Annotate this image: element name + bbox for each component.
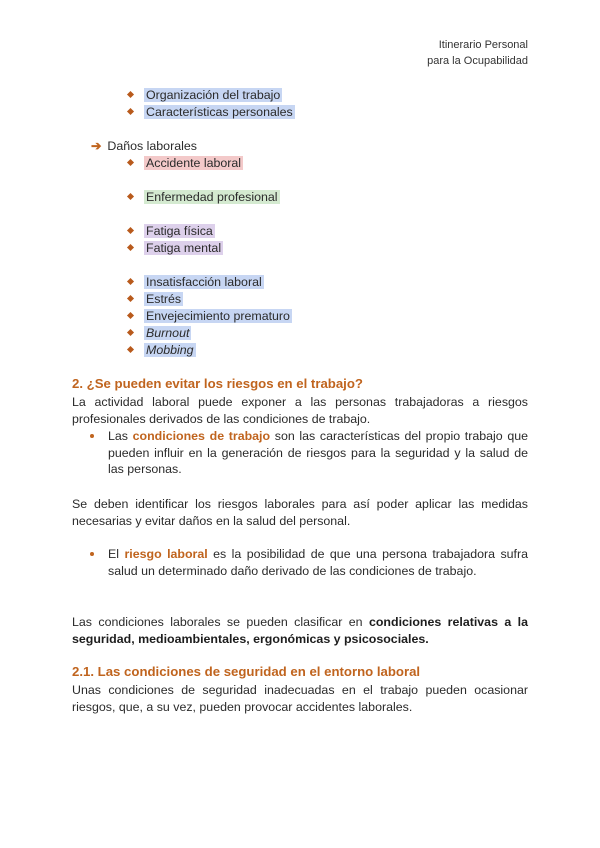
header-line-1: Itinerario Personal — [438, 39, 528, 51]
diamond-bullet-icon — [127, 91, 134, 98]
section-2-1-text: Unas condiciones de seguridad inadecuadas en el trabajo pueden ocasionar riesgos, que, a su vez, pueden provocar accidentes laborales. — [72, 683, 528, 714]
section-2-title: 2. ¿Se pueden evitar los riesgos en el trabajo? — [72, 376, 363, 391]
list-item: Estrés — [128, 292, 183, 307]
list-item: Envejecimiento prematuro — [128, 309, 292, 324]
diamond-bullet-icon — [127, 346, 134, 353]
diamond-bullet-icon — [127, 295, 134, 302]
diamond-bullet-icon — [127, 159, 134, 166]
page-header — [427, 37, 528, 69]
list-item: Fatiga física — [128, 224, 215, 239]
list-item: Accidente laboral — [128, 156, 243, 171]
diamond-bullet-icon — [127, 329, 134, 336]
section-2-1-title: 2.1. Las condiciones de seguridad en el entorno laboral — [72, 664, 421, 679]
list-item: Enfermedad profesional — [128, 190, 280, 205]
list-item: Mobbing — [128, 343, 196, 358]
paragraph-clasificar: Las condiciones laborales se pueden clasificar en condiciones relativas a la seguridad, medioambientales, ergonómicas y psicosociales. — [72, 615, 528, 646]
diamond-bullet-icon — [127, 227, 134, 234]
bullet-riesgo: El riesgo laboral es la posibilidad de que una persona trabajadora sufra salud un determinado daño derivado de las condiciones de trabajo. — [90, 546, 528, 579]
header-line-2: para la Ocupabilidad — [427, 55, 528, 67]
list-item: Insatisfacción laboral — [128, 275, 264, 290]
diamond-bullet-icon — [127, 244, 134, 251]
arrow-right-icon: ➔ — [91, 139, 102, 153]
diamond-bullet-icon — [127, 278, 134, 285]
list-item: Características personales — [128, 105, 295, 120]
diamond-bullet-icon — [127, 193, 134, 200]
list-item: Fatiga mental — [128, 241, 223, 256]
paragraph-identificar: Se deben identificar los riesgos laborales para así poder aplicar las medidas necesarias y evitar daños en la salud del personal. — [72, 497, 528, 528]
list-item: Organización del trabajo — [128, 88, 282, 103]
diamond-bullet-icon — [127, 312, 134, 319]
danos-laborales-heading: ➔ Daños laborales — [91, 139, 197, 153]
bullet-condiciones: Las condiciones de trabajo son las características del propio trabajo que pueden influir en la generación de riesgos para la seguridad y la salud de las personas. — [90, 428, 528, 478]
bullet-dot-icon — [90, 434, 94, 438]
diamond-bullet-icon — [127, 108, 134, 115]
section-2-intro: La actividad laboral puede exponer a las personas trabajadoras a riesgos profesionales derivados de las condiciones de trabajo. — [72, 395, 528, 426]
list-item: Burnout — [128, 326, 191, 341]
bullet-dot-icon — [90, 552, 94, 556]
